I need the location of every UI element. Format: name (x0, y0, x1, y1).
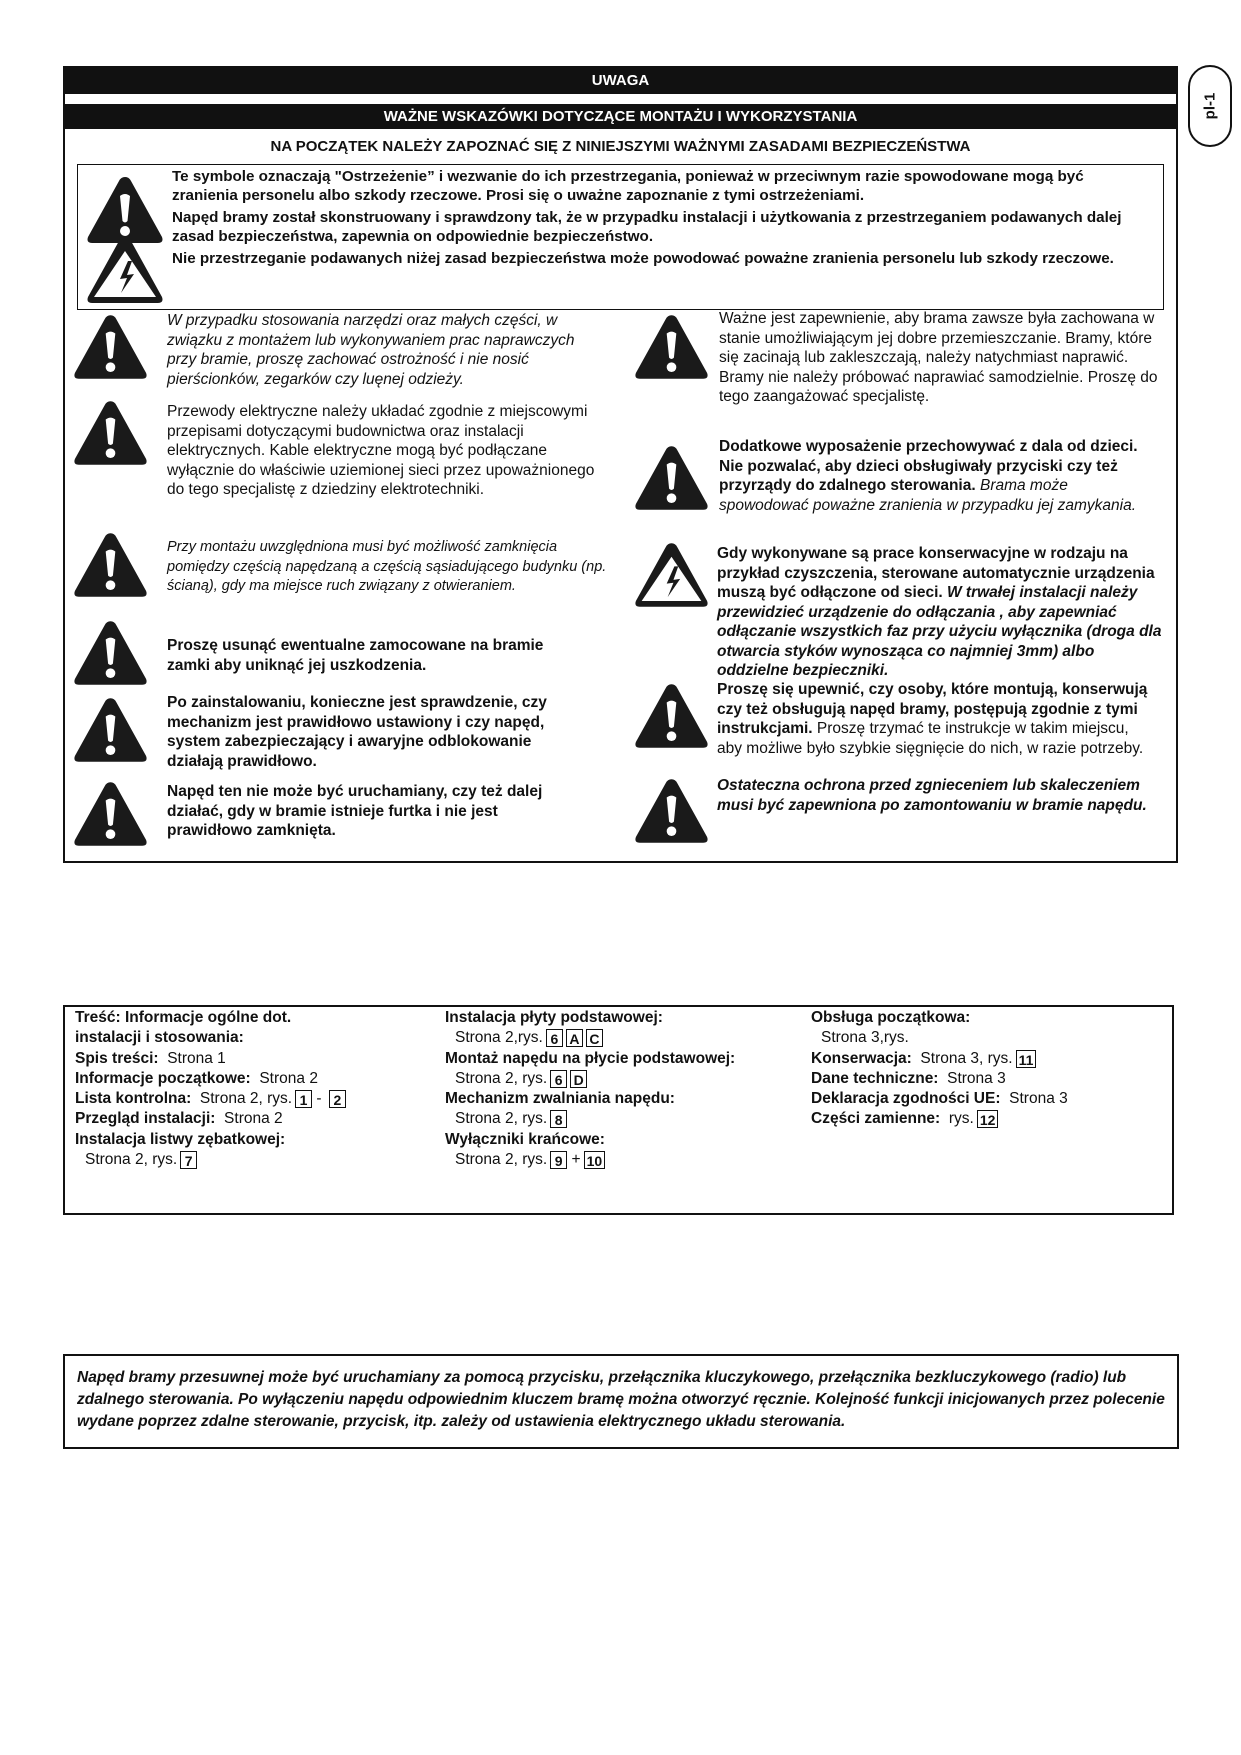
contents-heading: instalacji i stosowania: (75, 1029, 244, 1047)
contents-label: Konserwacja: (811, 1049, 912, 1067)
electrical-hazard-icon (85, 234, 165, 306)
warning-title: UWAGA (65, 68, 1176, 94)
figure-ref: 9 (550, 1151, 567, 1169)
safety-item-bold: Proszę się upewnić, czy osoby, które montują, konserwują czy też obsługują napęd bramy, postępują zgodnie z tymi instrukcjami. (717, 681, 1148, 737)
contents-entry (75, 1150, 346, 1170)
contents-page: Strona 3, rys. (920, 1049, 1013, 1067)
contents-page: Strona 3 (1009, 1090, 1068, 1108)
warning-triangle-icon (72, 618, 149, 688)
safety-item: Napęd ten nie może być uruchamiany, czy też dalej działać, gdy w bramie istnieje furtka i nie jest prawidłowo zamknięta. (167, 783, 543, 839)
warning-triangle-icon (633, 681, 710, 751)
figure-ref: 7 (180, 1151, 197, 1169)
safety-item: Proszę usunąć ewentualne zamocowane na bramie zamki aby uniknąć jej uszkodzenia. (167, 637, 544, 674)
operation-notice-text: Napęd bramy przesuwnej może być uruchamiany za pomocą przycisku, przełącznika kluczykowego, przełącznika bezkluczykowego (radio) lub zdalnego sterowania. Po wyłączeniu napędu odpowiednim kluczem bramę można otworzyć ręcznie. Kolejność funkcji inicjowanych przez polecenie wydane poprzez zdalne sterowanie, przycisk, itp. zależy od ustawienia elektrycznego układu sterowania. (77, 1369, 1165, 1430)
figure-ref: 8 (550, 1110, 567, 1128)
warning-triangle-icon (633, 776, 710, 846)
plus-sign: + (571, 1151, 581, 1169)
figure-ref: 11 (1016, 1050, 1037, 1068)
safety-item-regular: Proszę trzymać te instrukcje w takim miejscu, aby możliwe było szybkie sięgnięcie do nich, w razie potrzeby. (717, 720, 1144, 757)
safety-item-bold: Gdy wykonywane są prace konserwacyjne w rodzaju na przykład czyszczenia, sterowane automatycznie urządzenia muszą być odłączone od sieci. (717, 545, 1155, 601)
safety-instructions-frame (63, 66, 1178, 863)
page-number: pl-1 (1201, 92, 1219, 120)
operation-notice-box (63, 1354, 1179, 1449)
intro-paragraph: Napęd bramy został skonstruowany i sprawdzony tak, że w przypadku instalacji i użytkowania z przestrzeganiem podawanych dalej zasad bezpieczeństwa, zapewnia on odpowiednie bezpieczeństwo. (172, 209, 1122, 245)
contents-column (811, 1008, 1068, 1130)
range-dash: - (316, 1090, 322, 1108)
warning-triangle-icon (72, 779, 149, 849)
table-of-contents (63, 1005, 1174, 1215)
contents-page: rys. (948, 1110, 974, 1128)
contents-label: Lista kontrolna: (75, 1090, 192, 1108)
page-number-tab (1188, 65, 1232, 147)
contents-entry (445, 1109, 735, 1129)
contents-label: Spis treści: (75, 1049, 159, 1067)
warning-triangle-icon (72, 312, 149, 382)
contents-label: Przegląd instalacji: (75, 1110, 216, 1128)
safety-item: Przy montażu uwzględniona musi być możliwość zamknięcia pomiędzy częścią napędzaną a częścią sąsiadującego budynku (np. ścianą), gdy ma miejsce ruch związany z otwieraniem. (167, 539, 607, 594)
contents-label: Mechanizm zwalniania napędu: (445, 1090, 675, 1108)
warning-triangle-icon (72, 530, 149, 600)
intro-paragraph: Nie przestrzeganie podawanych niżej zasad bezpieczeństwa może powodować poważne zranienia personelu lub szkody rzeczowe. (172, 250, 1114, 267)
contents-column (445, 1008, 735, 1170)
safety-item: Ostateczna ochrona przed zgnieceniem lub skaleczeniem musi być zapewniona po zamontowaniu w bramie napędu. (717, 777, 1147, 814)
safety-item-bold-italic: W trwałej instalacji należy przewidzieć urządzenie do odłączania , aby zapewniać odłączanie wszystkich faz przy użyciu wyłącznika (droga dla otwarcia styków wynosząca co najmniej 3mm) albo oddzielne bezpieczniki. (717, 584, 1162, 679)
contents-page: Strona 2, rys. (199, 1090, 293, 1108)
contents-label: Części zamienne: (811, 1110, 941, 1128)
contents-label: Dane techniczne: (811, 1069, 939, 1087)
contents-page: Strona 2 (259, 1069, 318, 1087)
safety-subtitle: NA POCZĄTEK NALEŻY ZAPOZNAĆ SIĘ Z NINIEJSZYMI WAŻNYMI ZASADAMI BEZPIECZEŃSTWA (270, 138, 971, 155)
contents-label: Informacje początkowe: (75, 1069, 251, 1087)
safety-item: Ważne jest zapewnienie, aby brama zawsze była zachowana w stanie umożliwiającym jej dobre przemieszczanie. Bramy, które się zacinają lub zakleszczają, należy natychmiast naprawić. Bramy nie należy próbować naprawiać samodzielnie. Proszę do tego zaangażować specjalistę. (719, 310, 1158, 405)
contents-label: Wyłączniki krańcowe: (445, 1130, 605, 1148)
contents-label: Montaż napędu na płycie podstawowej: (445, 1049, 736, 1067)
intro-warning-box (77, 164, 1164, 310)
contents-label: Instalacja listwy zębatkowej: (75, 1130, 286, 1148)
contents-page: Strona 2, rys. (85, 1151, 178, 1169)
contents-page: Strona 2,rys. (455, 1029, 543, 1047)
figure-ref: D (570, 1070, 587, 1088)
contents-entry (811, 1069, 1068, 1089)
safety-item (717, 680, 1157, 758)
instructions-title: WAŻNE WSKAZÓWKI DOTYCZĄCE MONTAŻU I WYKORZYSTANIA (65, 104, 1176, 129)
contents-entry (75, 1069, 346, 1089)
contents-entry (445, 1150, 735, 1170)
figure-ref: 2 (329, 1090, 346, 1108)
contents-entry (75, 1089, 346, 1109)
figure-ref: 10 (584, 1151, 606, 1169)
figure-ref: C (586, 1029, 603, 1047)
safety-item (717, 544, 1167, 681)
safety-item (719, 437, 1159, 515)
warning-triangle-icon (72, 398, 149, 468)
warning-triangle-icon (72, 695, 149, 765)
safety-item: W przypadku stosowania narzędzi oraz małych części, w związku z montażem lub wykonywaniem prac naprawczych przy bramie, proszę zachować ostrożność i nie nosić pierścionków, zegarków czy luęnej odzieży. (167, 312, 575, 388)
intro-paragraph: Te symbole oznaczają "Ostrzeżenie” i wezwanie do ich przestrzegania, ponieważ w przeciwnym razie spowodowane mogą być zranienia personelu albo szkody rzeczowe. Prosi się o uważne zapoznanie z tymi ostrzeżeniami. (172, 168, 1084, 204)
contents-page: Strona 2, rys. (455, 1069, 548, 1087)
safety-item-bold: Dodatkowe wyposażenie przechowywać z dala od dzieci. Nie pozwalać, aby dzieci obsługiwały przyciski czy też przyrządy do zdalnego sterowania. (719, 438, 1138, 494)
contents-page: Strona 2, rys. (455, 1151, 548, 1169)
contents-page: Strona 3 (947, 1069, 1006, 1087)
warning-triangle-icon (633, 312, 710, 382)
figure-ref: 1 (295, 1090, 312, 1108)
contents-entry (811, 1089, 1068, 1109)
warning-triangle-icon (633, 443, 710, 513)
contents-entry (445, 1028, 735, 1048)
contents-page: Strona 2 (224, 1110, 283, 1128)
figure-ref: A (566, 1029, 583, 1047)
contents-column (75, 1008, 346, 1170)
contents-label: Deklaracja zgodności UE: (811, 1090, 1001, 1108)
contents-entry (445, 1069, 735, 1089)
figure-ref: 6 (546, 1029, 563, 1047)
contents-page: Strona 1 (167, 1049, 226, 1067)
contents-entry (811, 1109, 1068, 1129)
contents-entry (811, 1049, 1068, 1069)
contents-entry (75, 1109, 346, 1129)
safety-item-italic: Brama może spowodować poważne zranienia w przypadku jej zamykania. (719, 477, 1137, 514)
electrical-hazard-icon (633, 540, 710, 610)
contents-page: Strona 2, rys. (455, 1110, 548, 1128)
figure-ref: 12 (977, 1110, 999, 1128)
contents-label: Obsługa początkowa: (811, 1009, 971, 1026)
safety-item: Przewody elektryczne należy układać zgodnie z miejscowymi przepisami dotyczącymi budownictwa oraz instalacji elektrycznych. Kable elektryczne mogą być podłączane wyłącznie do właściwie uziemionej sieci przez upoważnionego do tego specjalistę z dziedziny elektrotechniki. (167, 403, 595, 498)
contents-page: Strona 3,rys. (821, 1029, 909, 1047)
safety-item: Po zainstalowaniu, konieczne jest sprawdzenie, czy mechanizm jest prawidłowo ustawiony i czy napęd, system zabezpieczający i awaryjne odblokowanie działają prawidłowo. (167, 694, 547, 770)
contents-heading: Treść: Informacje ogólne dot. (75, 1009, 292, 1026)
contents-label: Instalacja płyty podstawowej: (445, 1009, 663, 1026)
figure-ref: 6 (550, 1070, 567, 1088)
contents-entry (75, 1049, 346, 1069)
